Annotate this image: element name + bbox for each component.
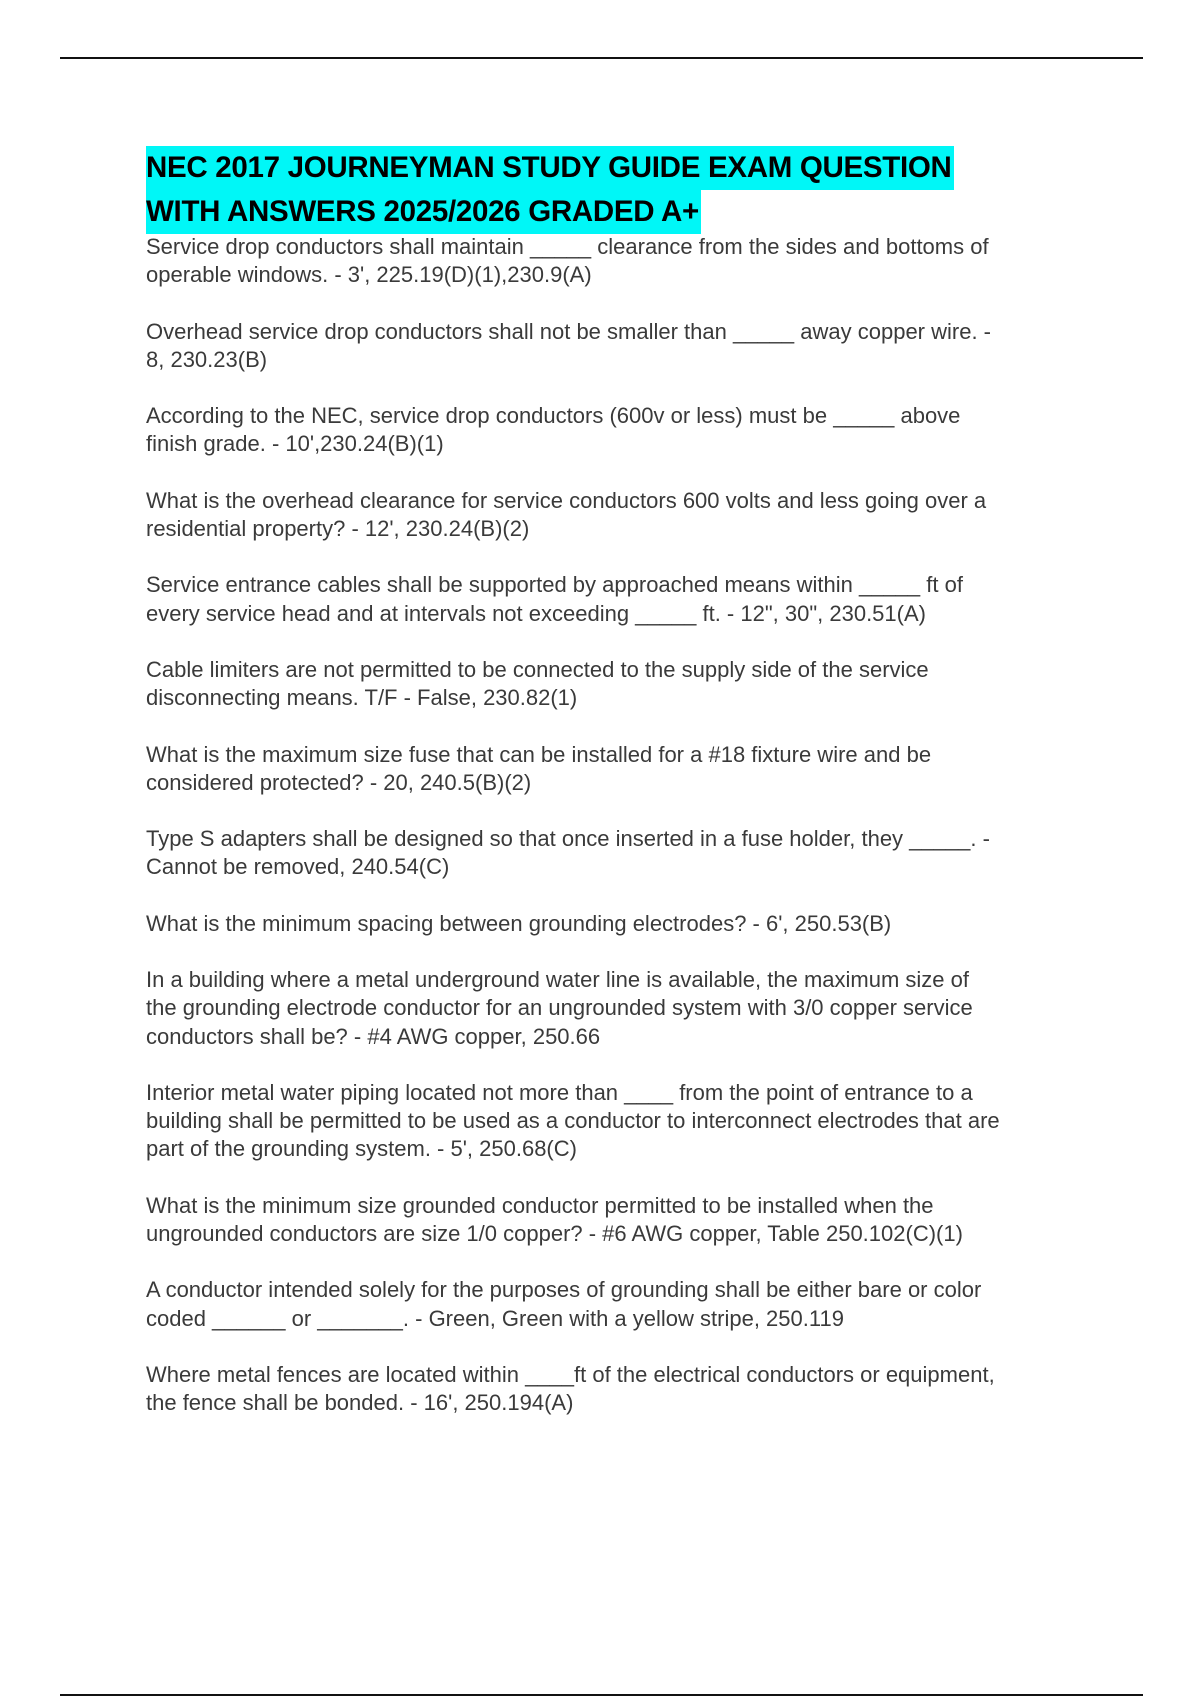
question-list [146, 233, 1000, 1446]
question-item [146, 1276, 1000, 1332]
question-item [146, 318, 1000, 374]
question-line: considered protected? - 20, 240.5(B)(2) [146, 769, 532, 795]
question-line: A conductor intended solely for the purposes of grounding shall be either bare or color [146, 1277, 982, 1303]
question-line: What is the overhead clearance for service conductors 600 volts and less going over a [146, 487, 987, 513]
question-line: Cannot be removed, 240.54(C) [146, 854, 450, 880]
question-line: Service entrance cables shall be supported by approached means within _____ ft of [146, 572, 963, 598]
question-item [146, 1192, 1000, 1248]
question-line: every service head and at intervals not exceeding _____ ft. - 12", 30", 230.51(A) [146, 600, 926, 626]
question-line: What is the minimum spacing between grounding electrodes? - 6', 250.53(B) [146, 910, 892, 936]
question-line: According to the NEC, service drop conductors (600v or less) must be _____ above [146, 403, 961, 429]
question-line: disconnecting means. T/F - False, 230.82(1) [146, 685, 578, 711]
question-line: What is the minimum size grounded conductor permitted to be installed when the [146, 1192, 934, 1218]
question-item [146, 487, 1000, 543]
question-line: 8, 230.23(B) [146, 346, 268, 372]
header-rule [60, 57, 1143, 59]
question-line: Service drop conductors shall maintain _____ clearance from the sides and bottoms of [146, 234, 989, 259]
title-line: WITH ANSWERS 2025/2026 GRADED A+ [146, 190, 701, 234]
question-line: building shall be permitted to be used as a conductor to interconnect electrodes that are [146, 1108, 1000, 1134]
question-line: the fence shall be bonded. - 16', 250.194(A) [146, 1390, 574, 1416]
question-line: What is the maximum size fuse that can be installed for a #18 fixture wire and be [146, 741, 932, 767]
question-line: finish grade. - 10',230.24(B)(1) [146, 431, 444, 457]
question-line: ungrounded conductors are size 1/0 copper? - #6 AWG copper, Table 250.102(C)(1) [146, 1220, 963, 1246]
question-line: the grounding electrode conductor for an ungrounded system with 3/0 copper service [146, 995, 973, 1021]
question-line: Overhead service drop conductors shall not be smaller than _____ away copper wire. - [146, 318, 992, 344]
question-line: Cable limiters are not permitted to be connected to the supply side of the service [146, 656, 929, 682]
question-line: Type S adapters shall be designed so that once inserted in a fuse holder, they _____. - [146, 826, 990, 852]
question-line: coded ______ or _______. - Green, Green with a yellow stripe, 250.119 [146, 1305, 844, 1331]
document-title [146, 146, 954, 234]
footer-rule [60, 1694, 1143, 1696]
title-line: NEC 2017 JOURNEYMAN STUDY GUIDE EXAM QUESTION [146, 146, 954, 190]
question-item [146, 1079, 1000, 1164]
question-line: part of the grounding system. - 5', 250.68(C) [146, 1136, 577, 1162]
question-item [146, 910, 1000, 938]
question-item [146, 656, 1000, 712]
question-item [146, 1361, 1000, 1417]
question-item [146, 233, 1000, 289]
question-line: conductors shall be? - #4 AWG copper, 250.66 [146, 1023, 601, 1049]
question-item [146, 741, 1000, 797]
question-line: Interior metal water piping located not more than ____ from the point of entrance to a [146, 1079, 973, 1105]
question-line: Where metal fences are located within ____ft of the electrical conductors or equipment, [146, 1361, 995, 1387]
question-line: In a building where a metal underground water line is available, the maximum size of [146, 967, 969, 993]
question-item [146, 966, 1000, 1051]
question-item [146, 571, 1000, 627]
question-item [146, 825, 1000, 881]
question-line: residential property? - 12', 230.24(B)(2) [146, 515, 530, 541]
question-line: operable windows. - 3', 225.19(D)(1),230.9(A) [146, 262, 592, 288]
question-item [146, 402, 1000, 458]
